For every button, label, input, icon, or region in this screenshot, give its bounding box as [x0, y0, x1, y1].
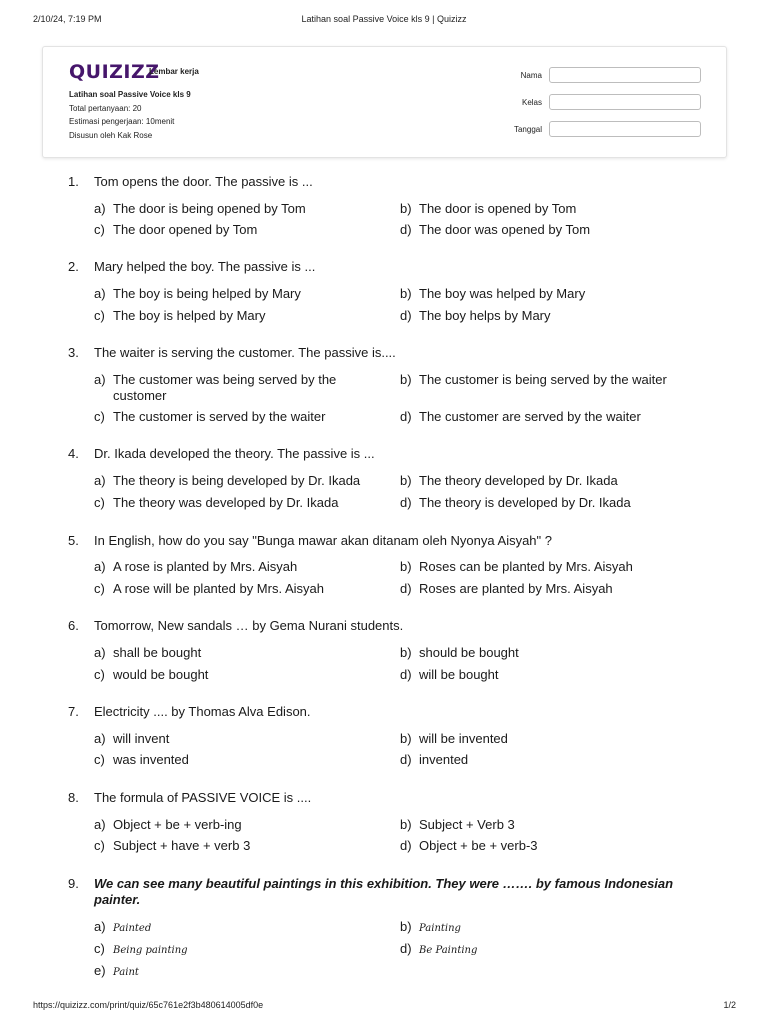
question-number: 9.: [68, 876, 79, 891]
option-text: The theory is being developed by Dr. Ikada: [113, 473, 361, 488]
option-text: Object + be + verb-3: [419, 838, 538, 853]
option-text: Painted: [113, 923, 152, 934]
option-letter: c): [94, 409, 105, 424]
option-letter: b): [400, 559, 412, 574]
option-letter: a): [94, 817, 106, 832]
option-text: A rose is planted by Mrs. Aisyah: [113, 559, 298, 574]
option-letter: c): [94, 222, 105, 237]
option-letter: a): [94, 286, 106, 301]
name-label: Nama: [520, 71, 542, 80]
print-header: [0, 14, 768, 26]
question-number: 5.: [68, 533, 79, 548]
option-text: Being painting: [113, 945, 188, 956]
option-letter: a): [94, 372, 106, 387]
question-text: The waiter is serving the customer. The passive is....: [94, 345, 396, 360]
question-text: Dr. Ikada developed the theory. The passive is ...: [94, 446, 375, 461]
print-datetime: 2/10/24, 7:19 PM: [33, 14, 102, 24]
option-text: The customer is served by the waiter: [113, 409, 326, 424]
print-url: https://quizizz.com/print/quiz/65c761e2f3b480614005df0e: [33, 1000, 264, 1010]
question-number: 4.: [68, 446, 79, 461]
option-letter: d): [400, 941, 412, 956]
quizizz-logo: QUIZIZZ: [69, 61, 160, 83]
option-text: Object + be + verb-ing: [113, 817, 242, 832]
option-text: The door is being opened by Tom: [113, 201, 306, 216]
question-number: 3.: [68, 345, 79, 360]
option-text: The customer was being served by the customer: [113, 372, 337, 403]
option-letter: b): [400, 817, 412, 832]
question-text: Electricity .... by Thomas Alva Edison.: [94, 704, 311, 719]
page-number: 1/2: [723, 1000, 736, 1010]
option-text: The boy was helped by Mary: [419, 286, 586, 301]
option-letter: a): [94, 645, 106, 660]
option-text: The boy is being helped by Mary: [113, 286, 301, 301]
option-text: The door is opened by Tom: [419, 201, 577, 216]
option-letter: b): [400, 473, 412, 488]
option-letter: c): [94, 838, 105, 853]
question-text: Tomorrow, New sandals … by Gema Nurani students.: [94, 618, 404, 633]
question-text: Tom opens the door. The passive is ...: [94, 174, 313, 189]
option-text: Painting: [419, 923, 461, 934]
option-text: will be invented: [419, 731, 508, 746]
option-letter: c): [94, 941, 105, 956]
option-text: The boy helps by Mary: [419, 308, 551, 323]
option-letter: d): [400, 308, 412, 323]
option-text: would be bought: [113, 667, 209, 682]
option-letter: a): [94, 201, 106, 216]
option-text: invented: [419, 752, 469, 767]
option-letter: c): [94, 495, 105, 510]
option-letter: c): [94, 581, 105, 596]
option-text: Be Painting: [419, 945, 478, 956]
option-text: shall be bought: [113, 645, 202, 660]
option-text: The door was opened by Tom: [419, 222, 591, 237]
option-letter: a): [94, 731, 106, 746]
option-letter: d): [400, 222, 412, 237]
sheet-label: Lembar kerja: [149, 67, 199, 76]
name-field[interactable]: [549, 67, 701, 83]
date-field[interactable]: [549, 121, 701, 137]
class-label: Kelas: [521, 98, 542, 107]
option-text: The theory developed by Dr. Ikada: [419, 473, 618, 488]
print-doc-title: Latihan soal Passive Voice kls 9 | Quizizz: [301, 14, 467, 24]
option-text: should be bought: [419, 645, 519, 660]
option-letter: c): [94, 752, 105, 767]
option-letter: d): [400, 838, 412, 853]
question-number: 2.: [68, 259, 79, 274]
option-letter: b): [400, 372, 412, 387]
total-questions: Total pertanyaan: 20: [69, 104, 142, 113]
question-text: In English, how do you say "Bunga mawar akan ditanam oleh Nyonya Aisyah" ?: [94, 533, 552, 548]
option-text: The door opened by Tom: [113, 222, 258, 237]
option-letter: a): [94, 473, 106, 488]
option-text: Roses can be planted by Mrs. Aisyah: [419, 559, 633, 574]
option-letter: d): [400, 495, 412, 510]
option-text: The theory is developed by Dr. Ikada: [419, 495, 631, 510]
option-text: A rose will be planted by Mrs. Aisyah: [113, 581, 324, 596]
option-letter: b): [400, 731, 412, 746]
option-letter: c): [94, 667, 105, 682]
class-field[interactable]: [549, 94, 701, 110]
option-text: The customer is being served by the waiter: [419, 372, 667, 387]
question-text: Mary helped the boy. The passive is ...: [94, 259, 316, 274]
option-letter: e): [94, 963, 106, 978]
quiz-author: Disusun oleh Kak Rose: [69, 131, 153, 140]
question-text: The formula of PASSIVE VOICE is ....: [94, 790, 312, 805]
question-number: 8.: [68, 790, 79, 805]
option-text: will invent: [113, 731, 170, 746]
option-letter: c): [94, 308, 105, 323]
option-letter: a): [94, 559, 106, 574]
question-text: We can see many beautiful paintings in this exhibition. They were ……. by famous Indonesian painter.: [94, 876, 674, 907]
date-label: Tanggal: [513, 125, 542, 134]
option-letter: b): [400, 919, 412, 934]
option-text: was invented: [113, 752, 189, 767]
option-letter: d): [400, 752, 412, 767]
option-text: Roses are planted by Mrs. Aisyah: [419, 581, 613, 596]
option-letter: d): [400, 581, 412, 596]
option-text: The boy is helped by Mary: [113, 308, 266, 323]
option-letter: b): [400, 201, 412, 216]
option-letter: a): [94, 919, 106, 934]
option-text: Subject + Verb 3: [419, 817, 515, 832]
option-text: Subject + have + verb 3: [113, 838, 251, 853]
option-letter: d): [400, 409, 412, 424]
quiz-title: Latihan soal Passive Voice kls 9: [69, 90, 191, 99]
estimated-time: Estimasi pengerjaan: 10menit: [69, 117, 175, 126]
option-text: will be bought: [419, 667, 499, 682]
question-number: 7.: [68, 704, 79, 719]
option-letter: b): [400, 286, 412, 301]
worksheet-header: [42, 46, 727, 158]
question-number: 1.: [68, 174, 79, 189]
option-text: The theory was developed by Dr. Ikada: [113, 495, 339, 510]
option-text: Paint: [113, 967, 139, 978]
option-letter: b): [400, 645, 412, 660]
option-text: The customer are served by the waiter: [419, 409, 641, 424]
question-number: 6.: [68, 618, 79, 633]
option-letter: d): [400, 667, 412, 682]
